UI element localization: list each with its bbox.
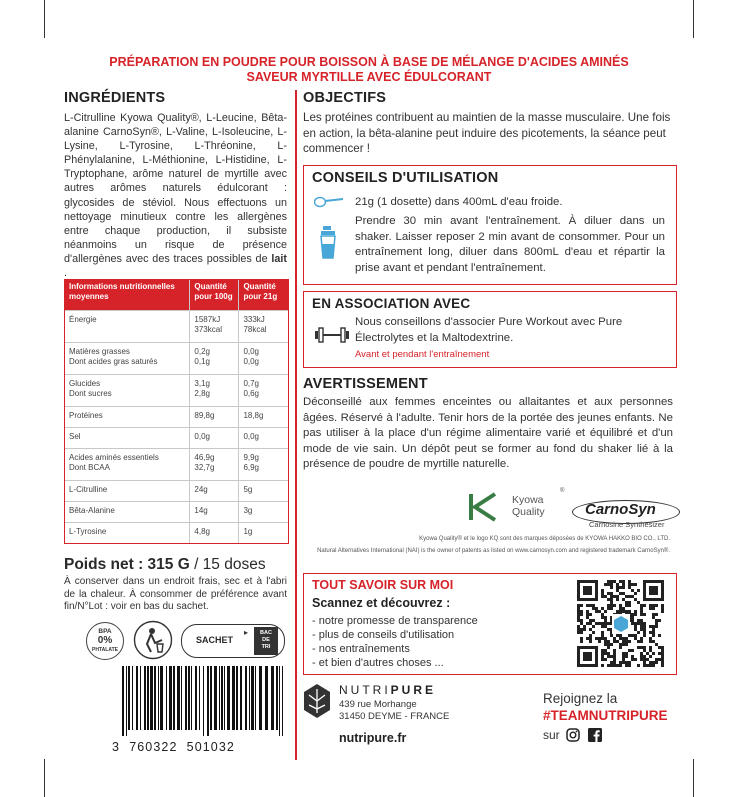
nutrition-value-21g: 3g xyxy=(239,502,288,523)
barcode-bar xyxy=(173,666,175,730)
barcode-bar xyxy=(265,666,268,730)
objectifs-text: Les protéines contribuent au maintien de la masse musculaire. Une fois en action, la bêta-alanine peut induire des picotements, la séance peut commencer ! xyxy=(303,111,671,155)
brand-name-part2: PURE xyxy=(390,683,437,697)
usage-instructions: Prendre 30 min avant l'entraînement. À diluer dans un shaker. Laisser reposer 2 min avant de consommer. Pour un entraînement long, diluer dans 800mL d'eau et répartir la prise avant et pendant l'entraînement. xyxy=(355,215,665,274)
nutrition-value-100g: 89,8g xyxy=(190,407,239,428)
bpa-free-badge xyxy=(86,622,124,660)
nutrition-label: Acides aminés essentiels Dont BCAA xyxy=(65,449,190,481)
crop-mark xyxy=(44,0,45,38)
barcode-bar xyxy=(136,666,138,730)
nutrition-header-21g: Quantité pour 21g xyxy=(239,280,288,311)
nutrition-value-100g: 0,0g xyxy=(190,428,239,449)
nutrition-row xyxy=(65,343,288,375)
usage-dose: 21g (1 dosette) dans 400mL d'eau froide. xyxy=(355,196,563,208)
nutrition-label: Sel xyxy=(65,428,190,449)
nutrition-value-100g: 24g xyxy=(190,481,239,502)
barcode-bar xyxy=(160,666,163,730)
crop-mark xyxy=(44,759,45,797)
nutrition-row xyxy=(65,428,288,449)
facebook-icon[interactable] xyxy=(588,728,602,742)
nutrition-label: Matières grasses Dont acides gras saturés xyxy=(65,343,190,375)
nutrition-value-100g: 14g xyxy=(190,502,239,523)
brand-logo-icon xyxy=(303,683,333,719)
brand-name xyxy=(339,683,436,697)
barcode-bar xyxy=(210,666,212,730)
barcode-bar xyxy=(245,666,247,730)
barcode-bar xyxy=(259,666,262,730)
carnosyn-logo: CarnoSyn xyxy=(585,501,656,518)
carnosyn-tagline: Carnosine Synthesizer xyxy=(589,520,665,529)
barcode-bar xyxy=(199,666,200,730)
barcode-bar xyxy=(249,666,250,730)
bpa-label: BPA xyxy=(98,628,112,635)
learn-more-item: - nos entraînements xyxy=(312,643,410,655)
barcode-bar xyxy=(144,666,146,730)
scoop-icon xyxy=(314,195,342,209)
warning-title: AVERTISSEMENT xyxy=(303,376,428,392)
association-title: EN ASSOCIATION AVEC xyxy=(312,296,471,311)
barcode-bar xyxy=(150,666,153,730)
hashtag: #TEAMNUTRIPURE xyxy=(543,708,668,723)
net-weight-section xyxy=(64,556,287,614)
social-label: sur xyxy=(543,728,560,742)
barcode-bar xyxy=(224,666,225,730)
ingredients-section xyxy=(64,90,287,280)
kyowa-logo-icon xyxy=(469,490,499,524)
address-line2: 31450 DEYME - FRANCE xyxy=(339,711,450,722)
objectifs-title: OBJECTIFS xyxy=(303,90,387,106)
recycle-icon xyxy=(133,620,173,660)
learn-more-subtitle: Scannez et découvrez : xyxy=(312,596,451,610)
nutrition-row xyxy=(65,449,288,481)
learn-more-title: TOUT SAVOIR SUR MOI xyxy=(312,578,454,592)
barcode-bar xyxy=(169,666,172,730)
barcode-bar xyxy=(276,666,278,730)
nutrition-value-21g: 5g xyxy=(239,481,288,502)
barcode-bar xyxy=(232,666,235,730)
barcode-bar xyxy=(158,666,159,730)
legal-kyowa: Kyowa Quality® et le logo KQ sont des marques déposées de KYOWA HAKKO BIO CO., LTD. xyxy=(419,536,670,542)
objectifs-section xyxy=(303,90,673,157)
nutrition-value-21g: 0,0g 0,0g xyxy=(239,343,288,375)
address-line1: 439 rue Morhange xyxy=(339,699,417,710)
nutrition-value-21g: 18,8g xyxy=(239,407,288,428)
nutrition-label: Bêta-Alanine xyxy=(65,502,190,523)
association-note: Avant et pendant l'entraînement xyxy=(355,349,490,360)
nutrition-header-label: Informations nutritionnelles moyennes xyxy=(65,280,190,311)
learn-more-item: - et bien d'autres choses ... xyxy=(312,657,444,669)
barcode-bar xyxy=(181,666,182,730)
allergen-highlight: lait xyxy=(271,252,287,265)
nutrition-row xyxy=(65,375,288,407)
ingredients-text xyxy=(64,111,287,280)
recycling-info-badge xyxy=(181,624,285,658)
barcode-bar xyxy=(227,666,230,730)
nutrition-row xyxy=(65,311,288,343)
crop-mark xyxy=(693,0,694,38)
ingredients-title: INGRÉDIENTS xyxy=(64,90,166,106)
barcode-bar xyxy=(236,666,238,730)
brand-website[interactable]: nutripure.fr xyxy=(339,731,407,745)
association-box xyxy=(303,291,677,368)
barcode-bar xyxy=(240,666,242,730)
learn-more-list xyxy=(312,614,478,670)
kyowa-trademark: ® xyxy=(560,488,565,494)
barcode-bar xyxy=(126,666,127,736)
usage-box xyxy=(303,165,677,285)
barcode-bar xyxy=(185,666,187,730)
storage-text: À conserver dans un endroit frais, sec et à l'abri de la chaleur. À consommer de préférence avant fin/N°Lot : voir en bas du sachet. xyxy=(64,576,287,613)
column-divider xyxy=(295,90,297,760)
crop-mark xyxy=(693,759,694,797)
barcode-bar xyxy=(191,666,192,730)
nutrition-label: Énergie xyxy=(65,311,190,343)
warning-section xyxy=(303,376,673,473)
barcode-bar xyxy=(282,666,283,736)
barcode-bar xyxy=(188,666,190,730)
ingredients-end: . xyxy=(64,267,67,280)
barcode-bar xyxy=(214,666,217,730)
dumbbell-icon xyxy=(314,327,350,343)
nutrition-label: L-Citrulline xyxy=(65,481,190,502)
usage-title: CONSEILS D'UTILISATION xyxy=(312,170,499,186)
nutrition-row xyxy=(65,502,288,523)
barcode-bar xyxy=(132,666,133,730)
nutrition-row xyxy=(65,407,288,428)
nutrition-value-100g: 1587kJ 373kcal xyxy=(190,311,239,343)
kyowa-logo-text: Kyowa Quality xyxy=(512,494,545,518)
barcode xyxy=(120,666,288,742)
barcode-digits: 3 760322 501032 xyxy=(112,740,235,754)
nutrition-value-100g: 3,1g 2,8g xyxy=(190,375,239,407)
net-weight xyxy=(64,556,287,574)
barcode-bar xyxy=(207,666,209,736)
product-flavor: SAVEUR MYRTILLE AVEC ÉDULCORANT xyxy=(246,70,492,84)
brand-address xyxy=(339,699,449,723)
nutrition-label: L-Tyrosine xyxy=(65,523,190,544)
barcode-bar xyxy=(203,666,204,736)
nutrition-value-21g: 333kJ 78kcal xyxy=(239,311,288,343)
learn-more-item: - notre promesse de transparence xyxy=(312,615,478,627)
barcode-bar xyxy=(279,666,280,736)
arrow-right-icon: ▸ xyxy=(244,628,249,637)
brand-name-part1: NUTRI xyxy=(339,683,391,697)
learn-more-box xyxy=(303,573,677,675)
net-doses: / 15 doses xyxy=(189,556,266,573)
nutrition-value-100g: 4,8g xyxy=(190,523,239,544)
sachet-label: SACHET xyxy=(196,635,234,645)
barcode-bar xyxy=(140,666,141,730)
net-weight-label: Poids net : 315 G xyxy=(64,556,190,573)
warning-text: Déconseillé aux femmes enceintes ou allaitantes et aux personnes âgées. Réservé à l'adulte. Tenir hors de la portée des jeunes enfants. Ne pas utiliser à la place d'un régime alimentaire varié et équilibré et d'un mode de vie sain. Un dépôt peut se former au fond du shaker lié à la présence de poudre de myrtille naturelle. xyxy=(303,396,673,471)
nutrition-label: Protéines xyxy=(65,407,190,428)
barcode-bar xyxy=(147,666,149,730)
barcode-bar xyxy=(219,666,220,730)
nutrition-value-100g: 0,2g 0,1g xyxy=(190,343,239,375)
barcode-bar xyxy=(251,666,254,730)
qr-code[interactable] xyxy=(576,580,666,668)
learn-more-item: - plus de conseils d'utilisation xyxy=(312,629,455,641)
nutrition-label: Glucides Dont sucres xyxy=(65,375,190,407)
nutrition-value-21g: 0,7g 0,6g xyxy=(239,375,288,407)
barcode-bars xyxy=(120,666,288,736)
nutrition-value-21g: 1g xyxy=(239,523,288,544)
barcode-bar xyxy=(122,666,124,736)
barcode-bar xyxy=(221,666,223,730)
barcode-bar xyxy=(166,666,167,730)
legal-carnosyn: Natural Alternatives International (NAI) is the owner of patents as listed on www.carnosyn.com and registered trademark CarnoSyn®. xyxy=(317,548,670,554)
nutrition-value-21g: 0,0g xyxy=(239,428,288,449)
barcode-bar xyxy=(255,666,256,730)
barcode-bar xyxy=(195,666,197,730)
bpa-percent: 0% xyxy=(97,635,113,646)
product-title: PRÉPARATION EN POUDRE POUR BOISSON À BASE DE MÉLANGE D'ACIDES AMINÉS xyxy=(109,55,629,69)
barcode-bar xyxy=(154,666,156,730)
barcode-bar xyxy=(271,666,274,730)
barcode-bar xyxy=(128,666,130,730)
ingredients-list: L-Citrulline Kyowa Quality®, L-Leucine, Bêta-alanine CarnoSyn®, L-Valine, L-Isoleucine, L-Lysine, L-Tyrosine, L-Thréonine, L-Phénylalanine, L-Méthionine, L-Histidine, L-Tryptophane, arôme naturel de myrtille avec autres arômes naturels édulcorant : glycosides de stéviol. Nous effectuons un nettoyage minutieux contre les allergènes entre chaque production, il subsiste néanmoins un risque de présence d'allergènes avec des traces possibles de xyxy=(64,112,287,265)
nutrition-row xyxy=(65,481,288,502)
join-text: Rejoignez la xyxy=(543,691,618,706)
nutrition-header-100g: Quantité pour 100g xyxy=(190,280,239,311)
bpa-sub: PHTALATE xyxy=(92,647,118,653)
nutrition-table xyxy=(64,279,289,544)
nutrition-value-21g: 9,9g 6,9g xyxy=(239,449,288,481)
nutrition-row xyxy=(65,523,288,544)
trash-bin-icon: BAC DE TRI xyxy=(254,627,278,655)
association-text: Nous conseillons d'associer Pure Workout avec Pure Électrolytes et la Maltodextrine. xyxy=(355,316,623,344)
shaker-icon xyxy=(318,224,338,258)
nutrition-value-100g: 46,9g 32,7g xyxy=(190,449,239,481)
instagram-icon[interactable] xyxy=(566,728,580,742)
barcode-bar xyxy=(177,666,180,730)
